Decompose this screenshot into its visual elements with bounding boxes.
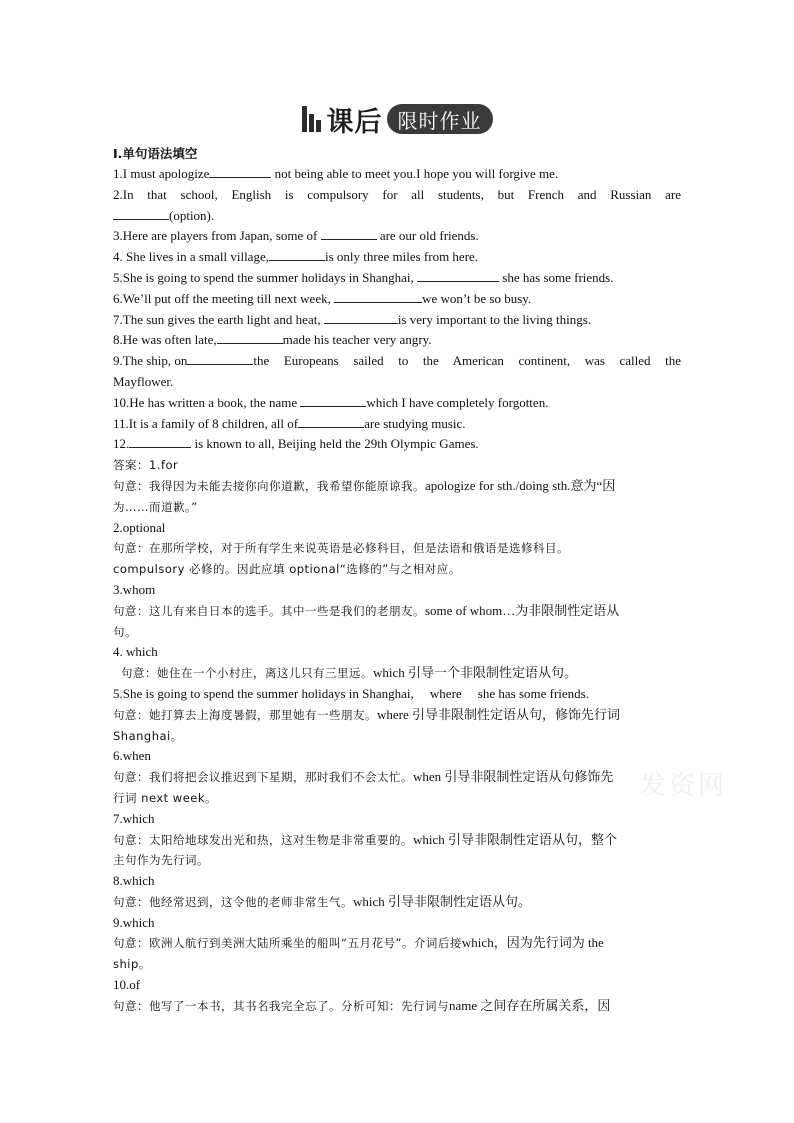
header-title: 课后 <box>326 106 383 138</box>
header-logo <box>302 100 493 139</box>
answer-3-line1: 句意：这儿有来自日本的选手。其中一些是我们的老朋友。some of whom…为非限制性定语从 <box>113 602 620 618</box>
answer-blank <box>187 352 253 365</box>
answer-blank <box>113 207 169 220</box>
worksheet-page <box>113 96 681 1017</box>
answer-9-head: 9.which <box>113 914 155 930</box>
answer-7-head: 7.which <box>113 810 155 826</box>
section-title: Ⅰ.单句语法填空 <box>113 146 198 161</box>
question-8: 8.He was often late, made his teacher very angry. <box>113 332 432 348</box>
answer-blank <box>298 415 364 428</box>
answer-6-line1: 句意：我们将把会议推迟到下星期，那时我们不会太忙。when 引导非限制性定语从句修饰先 <box>113 769 614 785</box>
answer-2-head: 2.optional <box>113 519 166 535</box>
question-2: 2.In that school, English is compulsory for all students, but French and Russian are <box>113 186 681 202</box>
answer-blank <box>209 165 271 178</box>
answer-8-line1: 句意：他经常迟到，这令他的老师非常生气。which 引导非限制性定语从句。 <box>113 893 532 909</box>
question-12: 12. is known to all, Beijing held the 29th Olympic Games. <box>113 436 479 452</box>
answer-1-head: 答案：1.for <box>113 458 179 473</box>
answer-1-line2: 为……而道歉。” <box>113 499 198 514</box>
answer-6-line2: 行词 next week。 <box>113 790 218 805</box>
answer-1-line1: 句意：我得因为未能去接你向你道歉，我希望你能原谅我。apologize for sth./doing sth.意为“因 <box>113 477 616 493</box>
watermark: 发资网 <box>640 771 728 801</box>
answer-2-line2: compulsory 必修的。因此应填 optional“选修的”与之相对应。 <box>113 562 461 577</box>
answer-7-line2: 主句作为先行词。 <box>113 853 209 868</box>
bar-chart-icon <box>302 106 321 132</box>
answer-9-line1: 句意：欧洲人航行到美洲大陆所乘坐的船叫“五月花号”。介词后接which，因为先行词为 the <box>113 935 604 951</box>
answer-10-line1: 句意：他写了一本书，其书名我完全忘了。分析可知：先行词与name 之间存在所属关系，因 <box>113 997 611 1013</box>
question-2-cont: (option). <box>113 206 681 227</box>
answer-10-head: 10.of <box>113 977 141 993</box>
answer-blank <box>334 290 422 303</box>
answer-7-line1: 句意：太阳给地球发出光和热，这对生物是非常重要的。which 引导非限制性定语从句，整个 <box>113 831 618 847</box>
answer-blank <box>217 331 283 344</box>
question-11: 11.It is a family of 8 children, all of are studying music. <box>113 415 466 431</box>
question-3: 3.Here are players from Japan, some of are our old friends. <box>113 228 479 244</box>
answer-8-head: 8.which <box>113 873 155 889</box>
question-6: 6.We’ll put off the meeting till next week, we won’t be so busy. <box>113 290 532 306</box>
question-7: 7.The sun gives the earth light and heat, is very important to the living things. <box>113 311 592 327</box>
answer-blank <box>129 435 191 448</box>
answer-blank <box>269 248 325 261</box>
answer-blank <box>417 269 499 282</box>
answer-5-head: 5.She is going to spend the summer holidays in Shanghai, where she has some friends. <box>113 685 589 701</box>
answer-4-head: 4. which <box>113 644 158 660</box>
answer-6-head: 6.when <box>113 748 151 764</box>
question-9-cont: Mayflower. <box>113 373 174 389</box>
answer-blank <box>321 227 377 240</box>
section-header <box>113 96 681 142</box>
question-9: 9.The ship, on the Europeans sailed to the American continent, was called the <box>113 353 681 369</box>
question-10: 10.He has written a book, the name which I have completely forgotten. <box>113 394 549 410</box>
answer-9-line2: ship。 <box>113 957 151 972</box>
answer-blank <box>300 394 366 407</box>
answer-2-line1: 句意：在那所学校，对于所有学生来说英语是必修科目，但是法语和俄语是选修科目。 <box>113 541 569 556</box>
header-pill: 限时作业 <box>387 104 493 134</box>
answer-3-line2: 句。 <box>113 624 137 639</box>
answer-5-line2: Shanghai。 <box>113 728 183 743</box>
answer-3-head: 3.whom <box>113 581 156 597</box>
question-1: 1.I must apologize not being able to meet you.I hope you will forgive me. <box>113 166 559 181</box>
question-5: 5.She is going to spend the summer holidays in Shanghai, she has some friends. <box>113 269 614 285</box>
answer-5-line1: 句意：她打算去上海度暑假，那里她有一些朋友。where 引导非限制性定语从句，修饰先行词 <box>113 706 621 722</box>
answer-4-line1: 句意：她住在一个小村庄，离这儿只有三里远。which 引导一个非限制性定语从句。 <box>121 665 578 681</box>
question-4: 4. She lives in a small village, is only three miles from here. <box>113 249 479 265</box>
answer-blank <box>324 311 398 324</box>
